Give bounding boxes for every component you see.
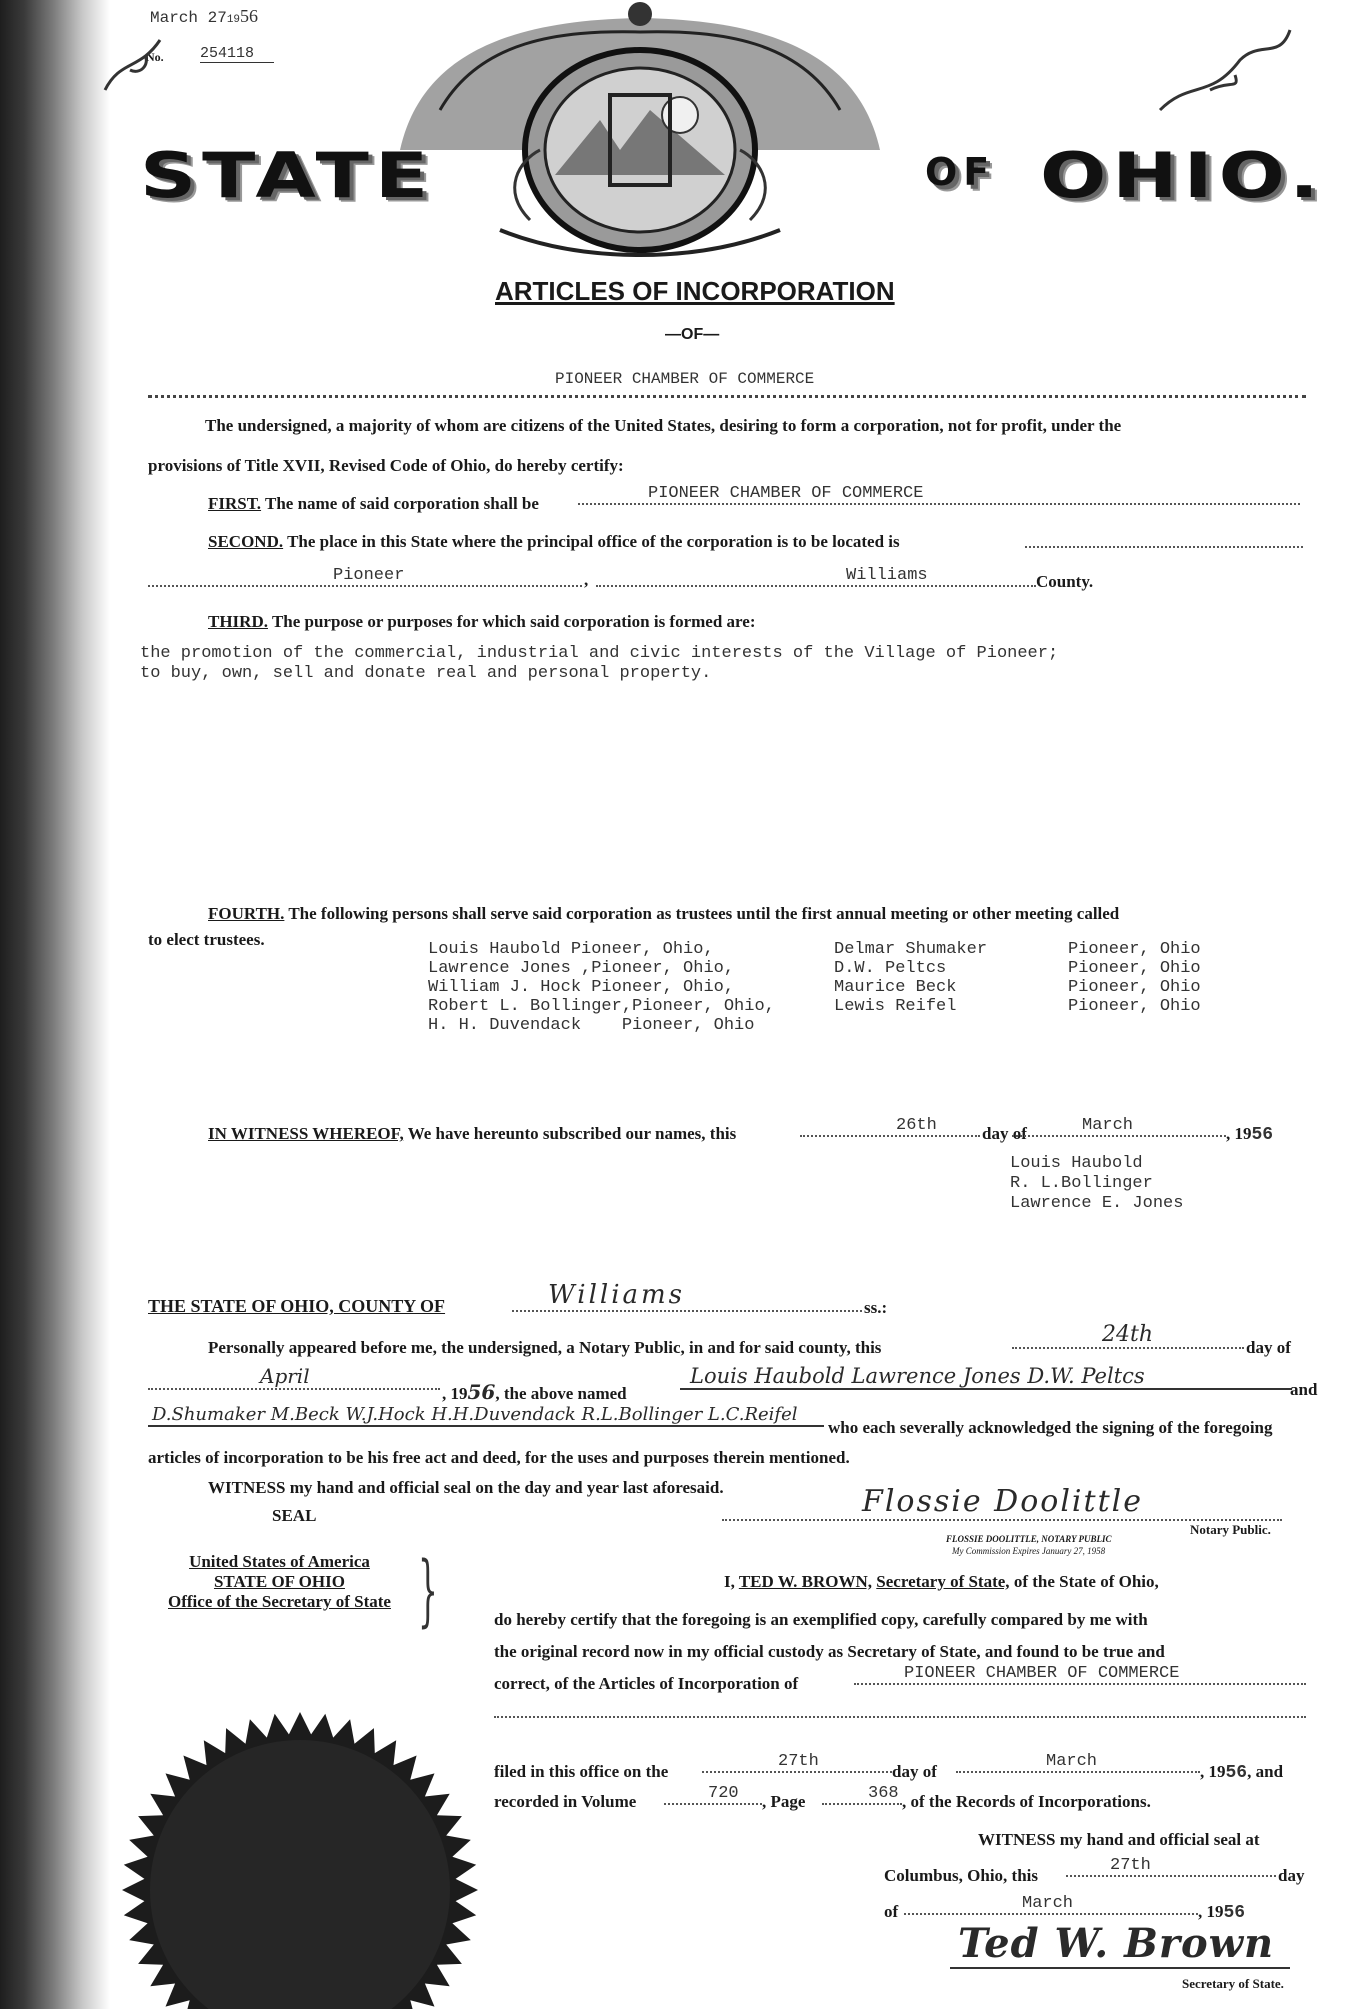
cert-line-2: do hereby certify that the foregoing is an exemplified copy, carefully compared by me with xyxy=(494,1610,1148,1629)
document-title: ARTICLES OF INCORPORATION xyxy=(495,276,895,306)
trustees-right-places xyxy=(1068,940,1201,1016)
second-label: SECOND. xyxy=(208,532,284,551)
notary-day-hand: 24th xyxy=(1012,1322,1244,1349)
witness-text: We have hereunto subscribed our names, this xyxy=(407,1124,737,1143)
filed-year: 56 xyxy=(1225,1763,1248,1783)
second-text: The place in this State where the principal office of the corporation is to be located is xyxy=(287,532,900,551)
notary-stamp-1: FLOSSIE DOOLITTLE, NOTARY PUBLIC xyxy=(946,1534,1112,1544)
vine-ornament-left xyxy=(100,20,190,100)
fourth-label: FOURTH. xyxy=(208,904,285,923)
notary-heading: THE STATE OF OHIO, COUNTY OF xyxy=(148,1296,446,1316)
banner-ohio: OHIO. xyxy=(1040,140,1325,212)
gold-seal-icon xyxy=(110,1700,490,2009)
columbus-label: Columbus, Ohio, this xyxy=(884,1866,1038,1885)
second-county: Williams xyxy=(596,566,1036,587)
witness-year-prefix: , 19 xyxy=(1226,1124,1252,1143)
trustee-place: Pioneer, Ohio xyxy=(1068,959,1201,978)
cert-box-line-3: Office of the Secretary of State xyxy=(168,1592,391,1611)
trustee-entry: William J. Hock Pioneer, Ohio, xyxy=(428,978,735,997)
notary-names-hand-2: D.Shumaker M.Beck W.J.Hock H.H.Duvendack R.L.Bollinger L.C.Reifel xyxy=(148,1404,824,1427)
notary-county-hand: Williams xyxy=(512,1280,862,1312)
banner-state: STATE xyxy=(140,140,435,212)
filed-day-of: day of xyxy=(892,1762,937,1781)
signer-name: Louis Haubold xyxy=(1010,1154,1143,1173)
state-seal-ornament xyxy=(380,0,900,280)
trustee-name: Maurice Beck xyxy=(834,978,957,997)
purpose-line-2: to buy, own, sell and donate real and personal property. xyxy=(140,664,712,683)
corporation-name-heading: PIONEER CHAMBER OF COMMERCE xyxy=(555,370,815,388)
columbus-day: 27th xyxy=(1066,1856,1276,1877)
intro-line-2: provisions of Title XVII, Revised Code of Ohio, do hereby certify: xyxy=(148,456,624,475)
seal-label: SEAL xyxy=(272,1506,317,1525)
fourth-text: The following persons shall serve said corporation as trustees until the first annual meeting or other meeting called xyxy=(288,904,1120,923)
header-number: 254118 xyxy=(200,45,274,63)
trustee-entry: Louis Haubold Pioneer, Ohio, xyxy=(428,940,714,959)
filed-day: 27th xyxy=(702,1752,892,1773)
witness-day: 26th xyxy=(800,1116,980,1137)
trustees-left-list xyxy=(428,940,775,1035)
trustee-entry: H. H. Duvendack Pioneer, Ohio xyxy=(428,1016,755,1035)
witness-day-of: day of xyxy=(982,1124,1027,1143)
trustee-entry: Robert L. Bollinger,Pioneer, Ohio, xyxy=(428,997,775,1016)
secretary-signature: Ted W. Brown xyxy=(950,1920,1290,1969)
banner-of: OF xyxy=(925,150,996,194)
secretary-label: Secretary of State. xyxy=(1182,1976,1284,1991)
filed-year-prefix: , 19 xyxy=(1200,1762,1226,1781)
second-rule xyxy=(1025,546,1303,548)
filed-label: filed in this office on the xyxy=(494,1762,669,1781)
notary-line-3: who each severally acknowledged the signing of the foregoing xyxy=(828,1418,1273,1437)
notary-and: and xyxy=(1290,1380,1318,1399)
witness-signers xyxy=(1010,1154,1183,1214)
first-label: FIRST. xyxy=(208,494,262,513)
scan-edge-shadow xyxy=(0,0,110,2009)
witness-month: March xyxy=(1012,1116,1226,1137)
trustees-right-names xyxy=(834,940,987,1016)
first-text: The name of said corporation shall be xyxy=(265,494,539,513)
columbus-month: March xyxy=(904,1894,1198,1915)
notary-line-1: Personally appeared before me, the undersigned, a Notary Public, in and for said county, this xyxy=(208,1338,882,1357)
header-number-label: No. xyxy=(146,50,164,64)
witness-label: IN WITNESS WHEREOF, xyxy=(208,1124,404,1143)
certification-box xyxy=(168,1552,391,1612)
secretary-name: TED W. BROWN, xyxy=(738,1572,873,1591)
trustee-name: Lewis Reifel xyxy=(834,997,957,1016)
trustee-name: Delmar Shumaker xyxy=(834,940,988,959)
cert-line-3: the original record now in my official custody as Secretary of State, and found to be true and xyxy=(494,1642,1165,1661)
first-value: PIONEER CHAMBER OF COMMERCE xyxy=(578,484,1300,505)
columbus-day-label: day xyxy=(1278,1866,1305,1885)
notary-stamp-2: My Commission Expires January 27, 1958 xyxy=(952,1546,1106,1556)
notary-above-named: , the above named xyxy=(495,1384,627,1403)
notary-signature: Flossie Doolittle xyxy=(722,1484,1282,1521)
notary-line-5: WITNESS my hand and official seal on the day and year last aforesaid. xyxy=(208,1478,724,1497)
heading-rule xyxy=(148,395,1306,398)
third-text: The purpose or purposes for which said corporation is formed are: xyxy=(271,612,756,631)
title-of: —OF— xyxy=(665,326,720,343)
filed-and: , and xyxy=(1247,1762,1284,1781)
second-place: Pioneer xyxy=(148,566,582,587)
filed-month: March xyxy=(956,1752,1200,1773)
signer-name: R. L.Bollinger xyxy=(1010,1174,1153,1193)
notary-names-hand-1: Louis Haubold Lawrence Jones D.W. Peltcs xyxy=(680,1364,1292,1390)
second-comma: , xyxy=(584,570,589,589)
witness-year: 56 xyxy=(1251,1125,1274,1145)
cert-witness-line: WITNESS my hand and official seal at xyxy=(978,1830,1260,1849)
recorded-volume: 720 xyxy=(664,1784,762,1805)
trustee-entry: Lawrence Jones ,Pioneer, Ohio, xyxy=(428,959,735,978)
cert-line-4: correct, of the Articles of Incorporation of xyxy=(494,1674,799,1693)
notary-year-hand: 56 xyxy=(467,1380,496,1404)
vine-ornament-right xyxy=(1150,20,1300,120)
fourth-text-2: to elect trustees. xyxy=(148,930,265,949)
cert-intro: I, xyxy=(724,1572,735,1591)
columbus-year-prefix: , 19 xyxy=(1198,1902,1224,1921)
columbus-year: 56 xyxy=(1223,1903,1246,1923)
trustee-place: Pioneer, Ohio xyxy=(1068,978,1201,997)
columbus-of: of xyxy=(884,1902,899,1921)
cert-box-line-2: STATE OF OHIO xyxy=(213,1572,345,1591)
recorded-label: recorded in Volume xyxy=(494,1792,637,1811)
page-label: , Page xyxy=(762,1792,806,1811)
records-label: , of the Records of Incorporations. xyxy=(902,1792,1151,1811)
notary-day-of: day of xyxy=(1246,1338,1291,1357)
cert-blank-rule xyxy=(494,1716,1306,1718)
third-label: THIRD. xyxy=(208,612,268,631)
trustee-place: Pioneer, Ohio xyxy=(1068,997,1201,1016)
brace-icon: } xyxy=(418,1546,438,1636)
notary-year-prefix: , 19 xyxy=(442,1384,468,1403)
trustee-name: D.W. Peltcs xyxy=(834,959,947,978)
cert-intro-end: of the State of Ohio, xyxy=(1013,1572,1159,1591)
cert-corp-name: PIONEER CHAMBER OF COMMERCE xyxy=(854,1664,1306,1685)
header-date: March 271956 xyxy=(150,6,259,27)
cert-box-line-1: United States of America xyxy=(189,1552,370,1571)
trustee-place: Pioneer, Ohio xyxy=(1068,940,1201,959)
notary-month-hand: April xyxy=(148,1364,440,1390)
purpose-line-1: the promotion of the commercial, industrial and civic interests of the Village of Pioneer; xyxy=(140,644,1059,663)
notary-line-4: articles of incorporation to be his free act and deed, for the uses and purposes therein mentioned. xyxy=(148,1448,850,1467)
intro-line-1: The undersigned, a majority of whom are citizens of the United States, desiring to form a corporation, not for profit, under the xyxy=(205,416,1122,435)
signer-name: Lawrence E. Jones xyxy=(1010,1194,1184,1213)
recorded-page: 368 xyxy=(822,1784,902,1805)
second-county-label: County. xyxy=(1036,572,1094,591)
notary-public-label: Notary Public. xyxy=(1190,1522,1271,1537)
secretary-title: Secretary of State, xyxy=(876,1572,1010,1591)
notary-ss: ss.: xyxy=(864,1298,888,1317)
